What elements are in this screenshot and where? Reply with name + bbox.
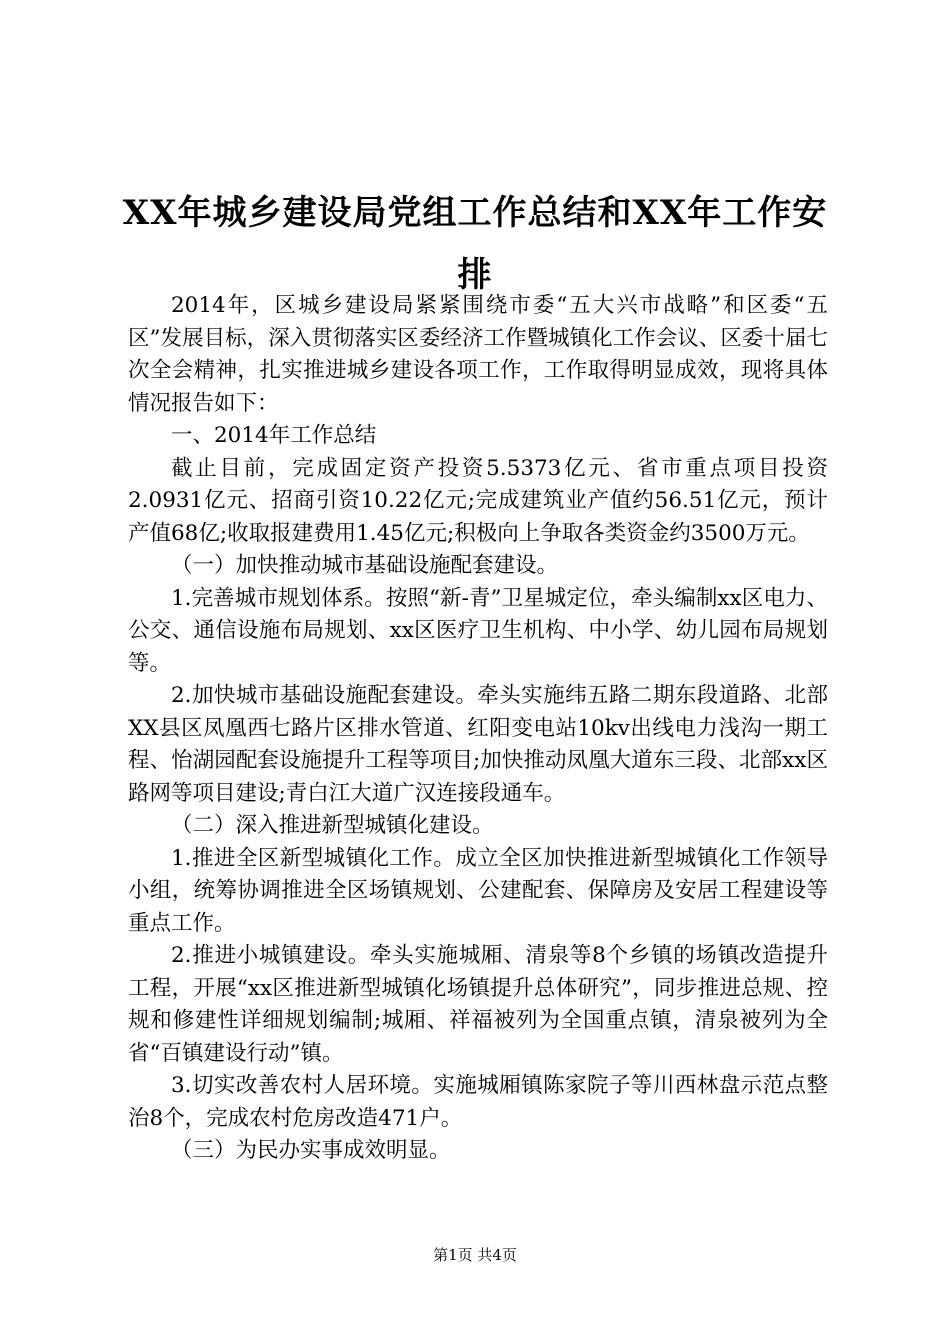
- document-title: XX年城乡建设局党组工作总结和XX年工作安排: [122, 193, 828, 295]
- paragraph-urbanization: 1.推进全区新型城镇化工作。成立全区加快推进新型城镇化工作领导小组，统筹协调推进全区场镇规划、公建配套、保障房及安居工程建设等重点工作。: [128, 845, 828, 936]
- subsection-heading-infrastructure: （一）加快推动城市基础设施配套建设。: [171, 553, 559, 578]
- subsection-heading-public-service: （三）为民办实事成效明显。: [171, 1138, 451, 1163]
- section-heading-summary: 一、2014年工作总结: [171, 423, 377, 448]
- paragraph-planning: 1.完善城市规划体系。按照“新-青”卫星城定位，牵头编制xx区电力、公交、通信设施布局规划、xx区医疗卫生机构、中小学、幼儿园布局规划等。: [128, 585, 828, 676]
- paragraph-rural-environment: 3.切实改善农村人居环境。实施城厢镇陈家院子等川西林盘示范点整治8个，完成农村危房改造471户。: [128, 1073, 828, 1131]
- subsection-heading-urbanization: （二）深入推进新型城镇化建设。: [171, 813, 494, 838]
- paragraph-infrastructure: 2.加快城市基础设施配套建设。牵头实施纬五路二期东段道路、北部XX县区凤凰西七路片区排水管道、红阳变电站10kv出线电力浅沟一期工程、怡湖园配套设施提升工程等项目;加快推动凤凰大道东三段、北部xx区路网等项目建设;青白江大道广汉连接段通车。: [128, 683, 828, 806]
- document-body: [128, 290, 828, 1168]
- paragraph-small-towns: 2.推进小城镇建设。牵头实施城厢、清泉等8个乡镇的场镇改造提升工程，开展“xx区推进新型城镇化场镇提升总体研究”，同步推进总规、控规和修建性详细规划编制;城厢、祥福被列为全国重点镇，清泉被列为全省“百镇建设行动”镇。: [128, 943, 828, 1066]
- paragraph-intro: 2014年，区城乡建设局紧紧围绕市委“五大兴市战略”和区委“五区”发展目标，深入贯彻落实区委经济工作暨城镇化工作会议、区委十届七次全会精神，扎实推进城乡建设各项工作，工作取得明显成效，现将具体情况报告如下：: [128, 293, 828, 416]
- page-footer: 第1页 共4页: [433, 1246, 517, 1264]
- paragraph-investment: 截止目前，完成固定资产投资5.5373亿元、省市重点项目投资2.0931亿元、招商引资10.22亿元;完成建筑业产值约56.51亿元，预计产值68亿;收取报建费用1.45亿元;积极向上争取各类资金约3500万元。: [128, 455, 828, 546]
